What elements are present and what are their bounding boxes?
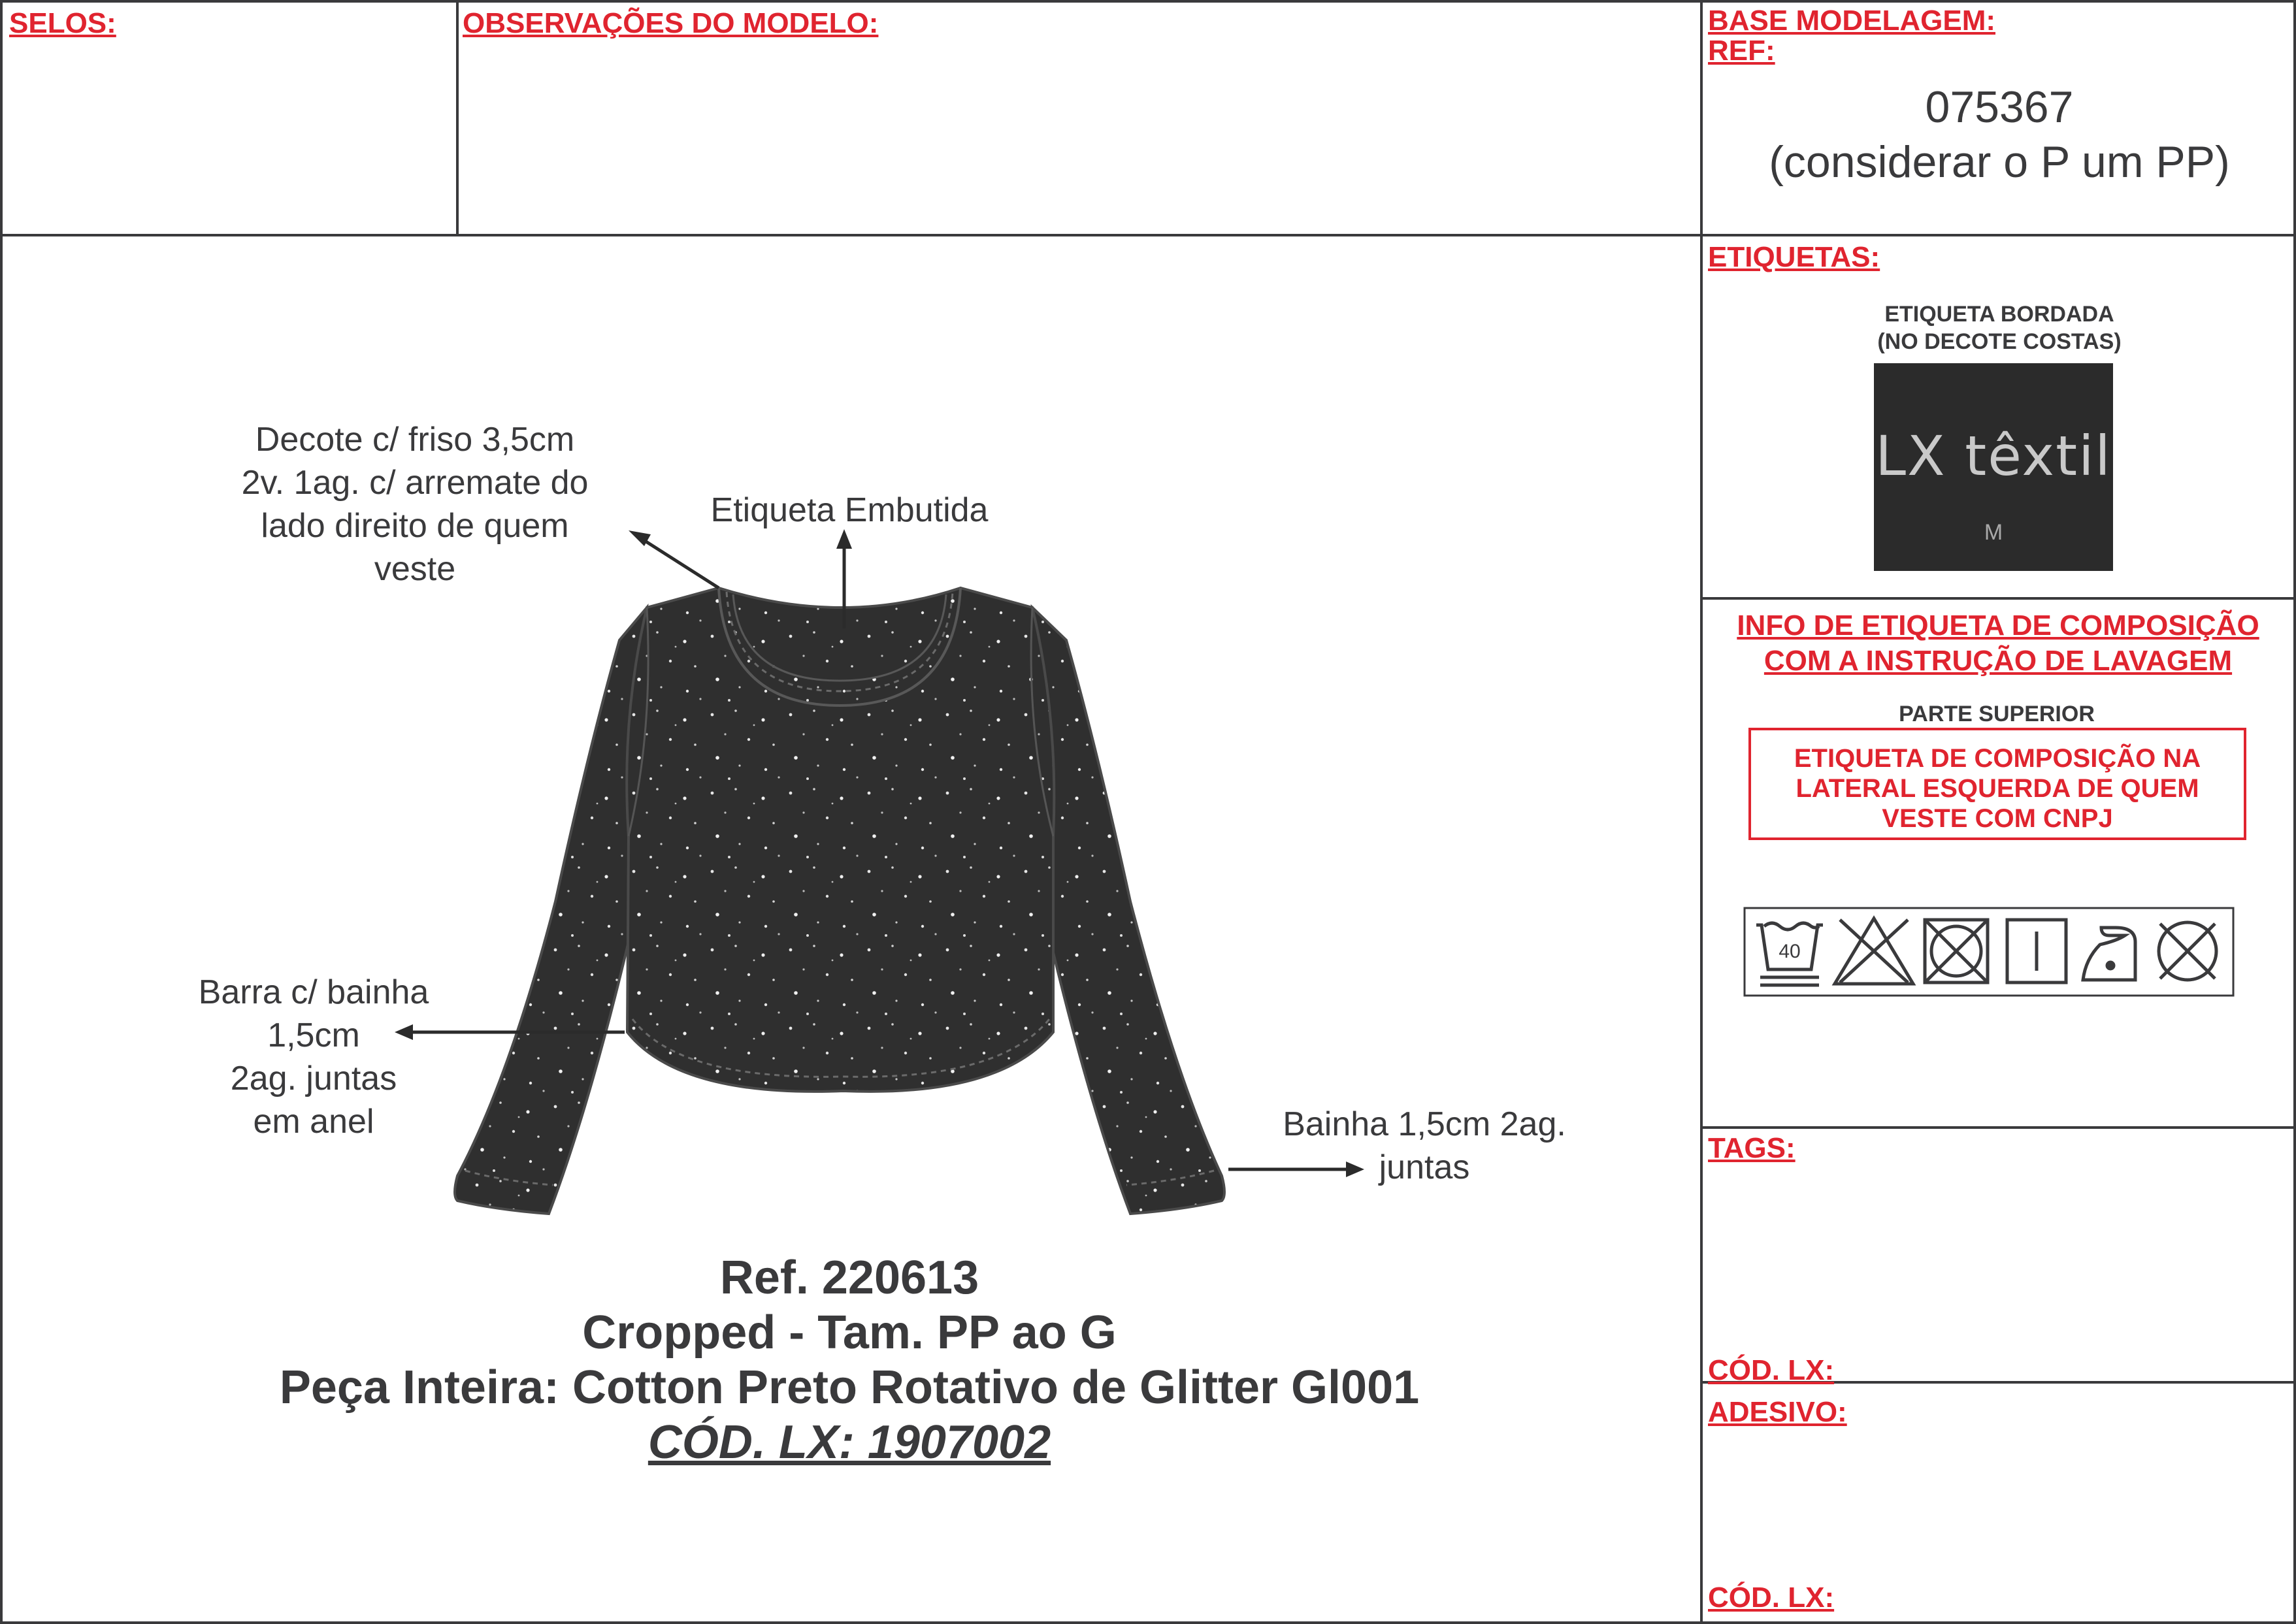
barra-callout [150, 971, 477, 1143]
product-fabric: Peça Inteira: Cotton Preto Rotativo de Glitter Gl001 [279, 1361, 1420, 1414]
decote-callout-line3: lado direito de quem [261, 507, 569, 545]
care-symbols-strip [1743, 907, 2235, 997]
etiquetas-divider [1701, 597, 2296, 600]
etiqueta-bordada-subtitle: (NO DECOTE COSTAS) [1877, 329, 2122, 354]
product-cod: CÓD. LX: 1907002 [648, 1416, 1051, 1469]
tags-cod-label: CÓD. LX: [1708, 1354, 1835, 1386]
composicao-divider [1701, 1126, 2296, 1129]
barra-callout-line1: Barra c/ bainha [198, 973, 429, 1011]
adesivo-label: ADESIVO: [1708, 1396, 1847, 1428]
composicao-note-line1: ETIQUETA DE COMPOSIÇÃO NA [1794, 744, 2201, 773]
embroidered-label-image [1874, 363, 2113, 571]
iron-low-icon [2083, 928, 2135, 980]
product-ref: Ref. 220613 [719, 1252, 979, 1304]
base-modelagem-label: BASE MODELAGEM: [1708, 5, 1995, 37]
label-brand-text: LX têxtil [1875, 424, 2112, 488]
no-bleach-icon [1835, 918, 1913, 984]
composicao-title-line1: INFO DE ETIQUETA DE COMPOSIÇÃO [1737, 609, 2259, 641]
base-ref-value: 075367 [1925, 82, 2074, 132]
parte-superior-label: PARTE SUPERIOR [1899, 702, 2095, 726]
no-tumble-dry-icon [1925, 920, 1988, 983]
adesivo-cod-label: CÓD. LX: [1708, 1582, 1835, 1614]
bainha-callout-line2: juntas [1379, 1148, 1470, 1186]
no-dry-clean-icon [2159, 922, 2216, 980]
left-sleeve [455, 608, 647, 1214]
tags-label: TAGS: [1708, 1132, 1796, 1164]
decote-callout-line2: 2v. 1ag. c/ arremate do [241, 464, 589, 502]
ref-label: REF: [1708, 35, 1775, 67]
composicao-title-line2: COM A INSTRUÇÃO DE LAVAGEM [1763, 645, 2233, 677]
composicao-note-line2: LATERAL ESQUERDA DE QUEM [1796, 774, 2199, 803]
etiquetas-label: ETIQUETAS: [1708, 241, 1880, 273]
decote-callout [189, 418, 640, 591]
product-name: Cropped - Tam. PP ao G [582, 1307, 1117, 1359]
etiqueta-bordada-title: ETIQUETA BORDADA [1884, 302, 2114, 327]
composicao-note-line3: VESTE COM CNPJ [1882, 804, 2113, 833]
barra-callout-line3: 2ag. juntas [230, 1060, 397, 1097]
barra-callout-line4: em anel [253, 1103, 374, 1141]
etiqueta-embutida-callout: Etiqueta Embutida [710, 491, 989, 529]
decote-callout-line4: veste [374, 550, 456, 588]
label-size-text: M [1984, 520, 2003, 545]
selos-label: SELOS: [9, 7, 116, 39]
composicao-note-box [1748, 728, 2246, 840]
wash-40-icon [1756, 923, 1823, 985]
decote-callout-line1: Decote c/ friso 3,5cm [255, 421, 575, 459]
right-sleeve [1032, 608, 1224, 1214]
base-ref-note: (considerar o P um PP) [1769, 137, 2230, 187]
bainha-callout-line1: Bainha 1,5cm 2ag. [1283, 1105, 1566, 1143]
barra-callout-line2: 1,5cm [267, 1016, 360, 1054]
wash-temp-text: 40 [1779, 941, 1801, 962]
sweater-body [627, 588, 1054, 1092]
line-dry-icon [2007, 920, 2066, 983]
observacoes-label: OBSERVAÇÕES DO MODELO: [463, 7, 879, 39]
bainha-callout [1228, 1103, 1620, 1189]
